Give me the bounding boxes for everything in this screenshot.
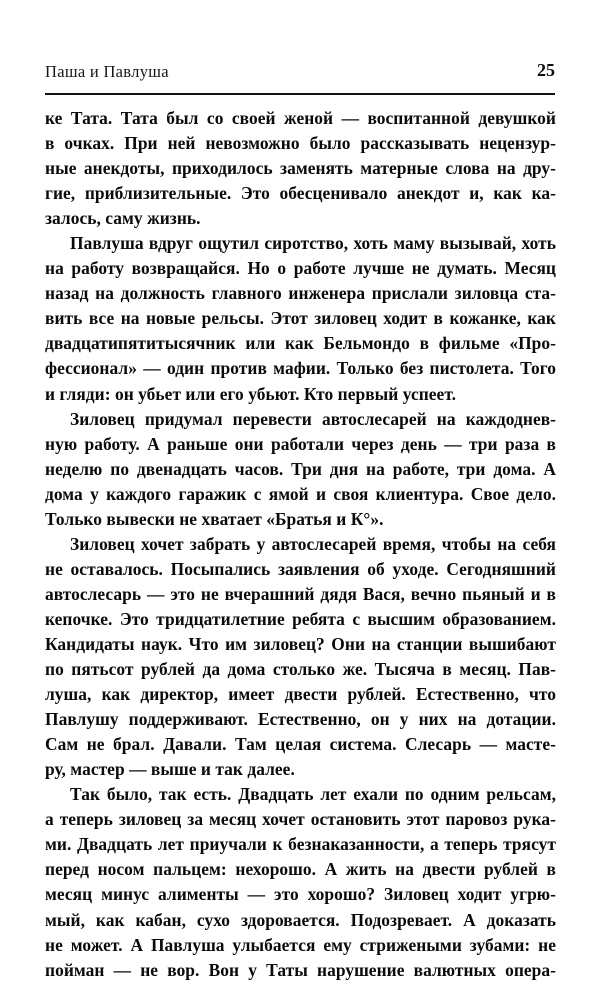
paragraph	[45, 106, 556, 231]
text-line: кепочке. Это тридцатилетние ребята с высшим образованием.	[45, 608, 556, 629]
text-line: в очках. При ней невозможно было рассказывать нецензур-	[45, 133, 556, 154]
text-line: луша, как директор, имеет двести рублей. Естественно, что	[45, 684, 556, 705]
text-line: Зиловец хочет забрать у автослесарей время, чтобы на себя	[70, 533, 556, 554]
text-line: Сам не брал. Давали. Там целая система. Слесарь — масте-	[45, 734, 556, 755]
text-line: Зиловец придумал перевести автослесарей на каждоднев-	[70, 408, 556, 429]
text-line: ке Тата. Тата был со своей женой — воспитанной девушкой	[45, 108, 556, 128]
text-line: пойман — не вор. Вон у Таты нарушение валютных опера-	[45, 959, 556, 980]
text-line: и гляди: он убьет или его убьют. Кто первый успеет.	[45, 383, 456, 404]
text-line: гие, приблизительные. Это обесценивало анекдот и, как ка-	[45, 183, 556, 204]
text-line: дома у каждого гаражик с ямой и своя клиентура. Свое дело.	[45, 483, 556, 504]
text-line: ру, мастер — выше и так далее.	[45, 759, 295, 780]
text-line: неделю по двенадцать часов. Три дня на работе, три дома. А	[45, 458, 556, 479]
text-line: Павлушу поддерживают. Естественно, он у них на дотации.	[45, 709, 556, 730]
text-line: ми. Двадцать лет приучали к безнаказанности, а теперь трясут	[45, 834, 556, 855]
text-line: месяц минус алименты — это хорошо? Зиловец ходит угрю-	[45, 884, 556, 905]
paragraph	[45, 407, 556, 532]
paragraph	[45, 782, 556, 982]
text-line: мый, как кабан, сухо здоровается. Подозревает. А доказать	[45, 909, 556, 930]
text-line: а теперь зиловец за месяц хочет остановить этот паровоз рука-	[45, 809, 556, 830]
text-line: назад на должность главного инженера прислали зиловца ста-	[45, 283, 556, 304]
text-line: фессионал» — один против мафии. Только без пистолета. Того	[45, 358, 556, 379]
text-line: ные анекдоты, приходилось заменять матерные слова на дру-	[45, 158, 556, 179]
running-head-title: Паша и Павлуша	[45, 62, 169, 81]
running-head	[45, 62, 555, 90]
text-line: перед носом пальцем: нехорошо. А жить на двести рублей в	[45, 859, 556, 880]
text-line: автослесарь — это не вчерашний дядя Вася, вечно пьяный и в	[45, 583, 556, 604]
paragraph	[45, 532, 556, 782]
text-line: на работу возвращайся. Но о работе лучше не думать. Месяц	[45, 258, 556, 279]
text-line: не оставалось. Посыпались заявления об уходе. Сегодняшний	[45, 558, 556, 579]
text-line: Так было, так есть. Двадцать лет ехали по одним рельсам,	[70, 784, 556, 805]
page-number: 25	[537, 60, 555, 80]
text-line: двадцатипятитысячник или как Бельмондо в фильме «Про-	[45, 333, 556, 354]
body-text	[45, 106, 556, 983]
header-rule	[45, 93, 555, 95]
text-line: Кандидаты наук. Что им зиловец? Они на станции вышибают	[45, 633, 556, 654]
text-line: по пятьсот рублей да дома столько же. Тысяча в месяц. Пав-	[45, 659, 556, 680]
text-line: ную работу. А раньше они работали через день — три раза в	[45, 433, 556, 454]
text-line: Только вывески не хватает «Братья и К°».	[45, 508, 384, 529]
text-line: залось, саму жизнь.	[45, 208, 201, 229]
text-line: не может. А Павлуша улыбается ему стрижеными зубами: не	[45, 934, 556, 955]
text-line: Павлуша вдруг ощутил сиротство, хоть маму вызывай, хоть	[70, 233, 556, 254]
text-line: вить все на новые рельсы. Этот зиловец ходит в кожанке, как	[45, 308, 556, 329]
paragraph	[45, 231, 556, 406]
